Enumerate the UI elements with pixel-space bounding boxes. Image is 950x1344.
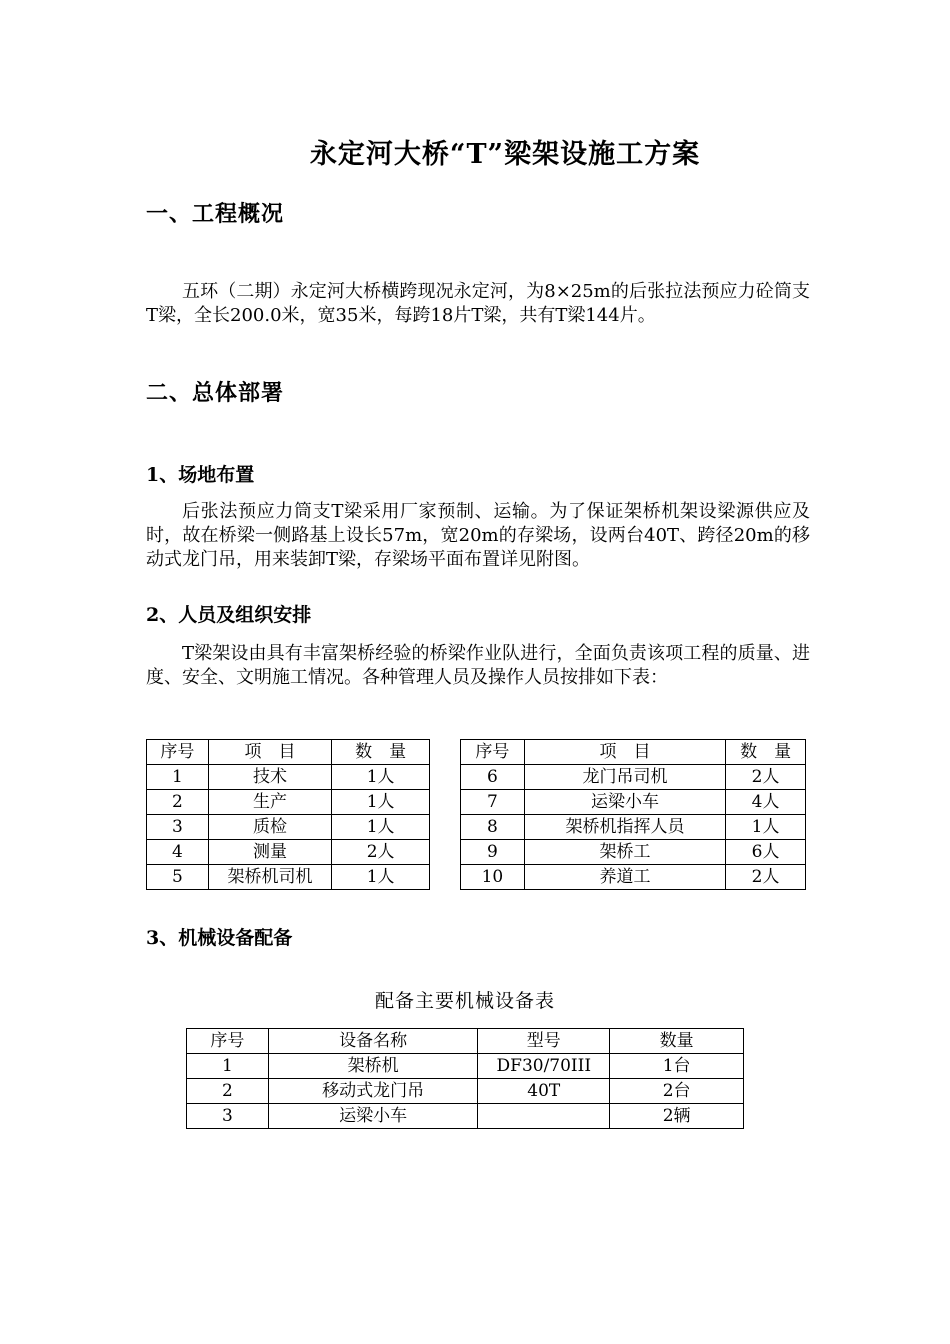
header-cell: 项 目	[208, 740, 332, 765]
table-cell: 9	[461, 840, 525, 865]
table-cell: 1人	[726, 815, 806, 840]
table-cell: 2人	[726, 765, 806, 790]
header-cell: 序号	[461, 740, 525, 765]
table-header-row	[147, 740, 430, 765]
header-cell: 序号	[147, 740, 209, 765]
table-cell: 6	[461, 765, 525, 790]
table-header-row	[461, 740, 806, 765]
table-row	[461, 790, 806, 815]
subheading-site-layout: 1、场地布置	[146, 464, 255, 486]
table-cell	[478, 1104, 610, 1129]
header-cell: 数量	[610, 1029, 744, 1054]
table-cell: 5	[147, 865, 209, 890]
table-cell: 运梁小车	[268, 1104, 478, 1129]
table-row	[461, 840, 806, 865]
table-cell: DF30/70III	[478, 1054, 610, 1079]
equipment-table-caption: 配备主要机械设备表	[374, 990, 555, 1012]
subheading-equipment: 3、机械设备配备	[146, 927, 293, 949]
table-cell: 1台	[610, 1054, 744, 1079]
table-cell: 7	[461, 790, 525, 815]
table-header-row	[187, 1029, 744, 1054]
table-cell: 4	[147, 840, 209, 865]
table-row	[461, 815, 806, 840]
table-cell: 2辆	[610, 1104, 744, 1129]
table-cell: 技术	[208, 765, 332, 790]
site-layout-text: 后张法预应力筒支T梁采用厂家预制、运输。为了保证架桥机架设梁源供应及时，故在桥梁一侧路基上设长57m，宽20m的存梁场，设两台40T、跨径20m的移动式龙门吊，用来装卸T梁，存梁场平面布置详见附图。	[146, 501, 810, 570]
table-cell: 龙门吊司机	[524, 765, 725, 790]
table-cell: 1人	[332, 790, 430, 815]
table-cell: 40T	[478, 1079, 610, 1104]
page-title: 永定河大桥“T”梁架设施工方案	[309, 139, 701, 170]
table-row	[187, 1079, 744, 1104]
table-row	[147, 815, 430, 840]
overview-text: 五环（二期）永定河大桥横跨现况永定河，为8×25m的后张拉法预应力砼筒支T梁，全长200.0米，宽35米，每跨18片T梁，共有T梁144片。	[146, 281, 810, 326]
section-heading-overview: 一、工程概况	[146, 201, 285, 227]
staffing-text: T梁架设由具有丰富架桥经验的桥梁作业队进行，全面负责该项工程的质量、进度、安全、文明施工情况。各种管理人员及操作人员按排如下表：	[146, 643, 810, 688]
table-row	[187, 1054, 744, 1079]
table-row	[147, 765, 430, 790]
table-cell: 3	[187, 1104, 269, 1129]
table-row	[461, 865, 806, 890]
table-cell: 2人	[332, 840, 430, 865]
table-cell: 生产	[208, 790, 332, 815]
table-cell: 架桥机司机	[208, 865, 332, 890]
header-cell: 型号	[478, 1029, 610, 1054]
equipment-table	[186, 1028, 744, 1129]
table-cell: 2人	[726, 865, 806, 890]
table-cell: 8	[461, 815, 525, 840]
table-cell: 10	[461, 865, 525, 890]
table-cell: 移动式龙门吊	[268, 1079, 478, 1104]
section-heading-deployment: 二、总体部署	[146, 380, 285, 406]
table-cell: 养道工	[524, 865, 725, 890]
table-cell: 6人	[726, 840, 806, 865]
table-cell: 4人	[726, 790, 806, 815]
table-row	[147, 840, 430, 865]
subheading-staffing: 2、人员及组织安排	[146, 604, 312, 626]
table-cell: 1人	[332, 865, 430, 890]
staff-table-left	[146, 739, 430, 890]
table-row	[147, 865, 430, 890]
table-cell: 2台	[610, 1079, 744, 1104]
header-cell: 数 量	[332, 740, 430, 765]
table-cell: 架桥机指挥人员	[524, 815, 725, 840]
table-cell: 1	[147, 765, 209, 790]
header-cell: 数 量	[726, 740, 806, 765]
table-cell: 1人	[332, 815, 430, 840]
table-cell: 运梁小车	[524, 790, 725, 815]
overview-paragraph	[146, 280, 810, 328]
table-cell: 质检	[208, 815, 332, 840]
table-cell: 1	[187, 1054, 269, 1079]
staff-table-right	[460, 739, 806, 890]
table-cell: 2	[147, 790, 209, 815]
header-cell: 项 目	[524, 740, 725, 765]
header-cell: 序号	[187, 1029, 269, 1054]
table-cell: 1人	[332, 765, 430, 790]
site-layout-paragraph	[146, 500, 810, 572]
table-row	[187, 1104, 744, 1129]
header-cell: 设备名称	[268, 1029, 478, 1054]
table-cell: 测量	[208, 840, 332, 865]
table-cell: 架桥工	[524, 840, 725, 865]
table-cell: 架桥机	[268, 1054, 478, 1079]
table-row	[461, 765, 806, 790]
table-cell: 3	[147, 815, 209, 840]
table-row	[147, 790, 430, 815]
table-cell: 2	[187, 1079, 269, 1104]
staffing-paragraph	[146, 642, 810, 690]
